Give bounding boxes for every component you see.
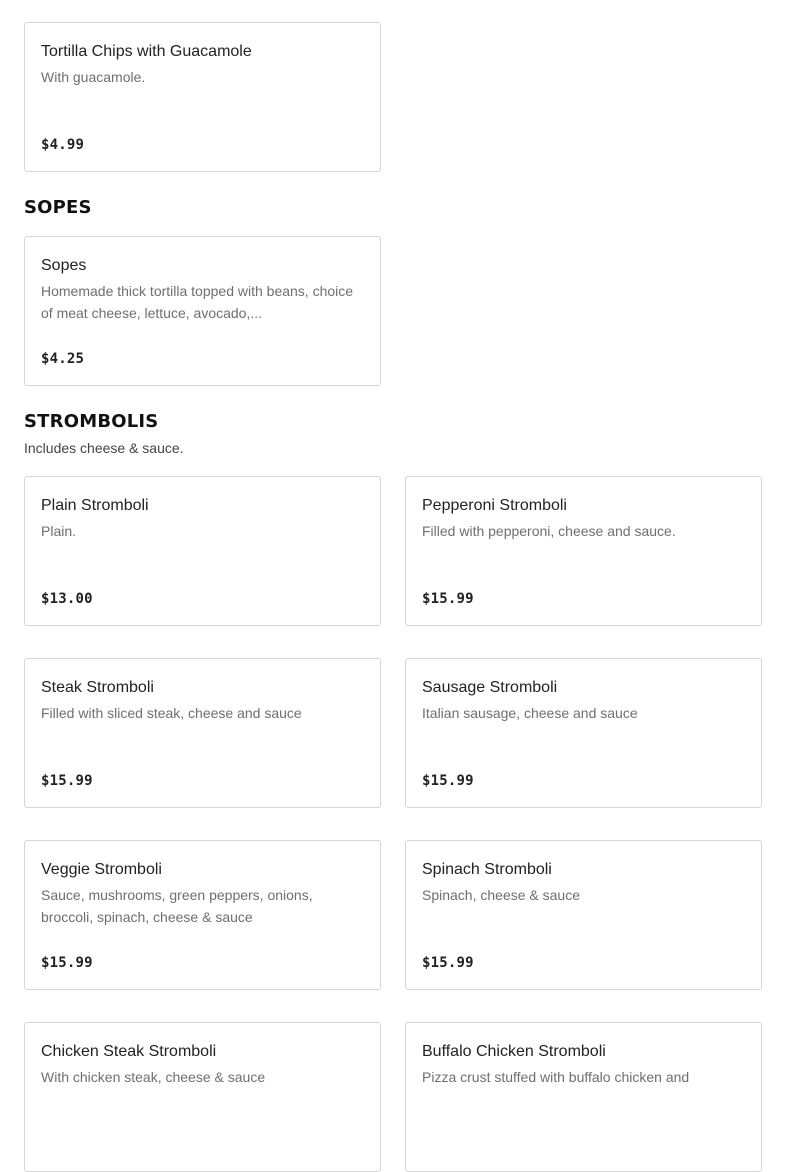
menu-item-description: Homemade thick tortilla topped with beans, choice of meat cheese, lettuce, avocado,... bbox=[41, 283, 354, 321]
section-description: Includes cheese & sauce. bbox=[24, 440, 184, 456]
menu-item-name: Sopes bbox=[41, 257, 87, 274]
menu-item-name: Buffalo Chicken Stromboli bbox=[422, 1043, 606, 1060]
menu-item-card[interactable] bbox=[24, 840, 381, 990]
menu-item-price: $4.25 bbox=[41, 351, 85, 367]
menu-item-description: With guacamole. bbox=[41, 69, 146, 85]
menu-item-description: Filled with pepperoni, cheese and sauce. bbox=[422, 523, 676, 539]
menu-item-description: Italian sausage, cheese and sauce bbox=[422, 705, 638, 721]
menu-item-price: $15.99 bbox=[41, 773, 93, 789]
menu-item-price: $13.00 bbox=[41, 591, 93, 607]
menu-item-price: $15.99 bbox=[422, 773, 474, 789]
menu-item-name: Plain Stromboli bbox=[41, 497, 149, 514]
menu-item-name: Sausage Stromboli bbox=[422, 679, 558, 696]
menu-item-card[interactable] bbox=[405, 840, 762, 990]
menu-item-description: Spinach, cheese & sauce bbox=[422, 887, 580, 903]
menu-item-card[interactable] bbox=[24, 22, 381, 172]
menu-item-card[interactable] bbox=[24, 476, 381, 626]
menu-item-name: Tortilla Chips with Guacamole bbox=[41, 43, 252, 60]
menu-item-card[interactable] bbox=[405, 476, 762, 626]
menu-item-name: Spinach Stromboli bbox=[422, 861, 552, 878]
menu-item-description: Plain. bbox=[41, 523, 77, 539]
section-title-strombolis: STROMBOLIS bbox=[24, 411, 159, 432]
menu-item-card[interactable] bbox=[24, 658, 381, 808]
section-title-sopes: SOPES bbox=[24, 197, 92, 218]
menu-item-price: $15.99 bbox=[422, 591, 474, 607]
menu-item-name: Steak Stromboli bbox=[41, 679, 154, 696]
menu-item-price: $15.99 bbox=[422, 955, 474, 971]
menu-item-card[interactable] bbox=[405, 1022, 762, 1172]
menu-item-price: $15.99 bbox=[41, 955, 93, 971]
menu-item-description: With chicken steak, cheese & sauce bbox=[41, 1069, 266, 1085]
menu-item-price: $4.99 bbox=[41, 137, 85, 153]
menu-item-name: Veggie Stromboli bbox=[41, 861, 162, 878]
menu-item-description: Pizza crust stuffed with buffalo chicken and bbox=[422, 1069, 690, 1085]
menu-item-description: Filled with sliced steak, cheese and sauce bbox=[41, 705, 302, 721]
menu-item-name: Pepperoni Stromboli bbox=[422, 497, 567, 514]
menu-item-card[interactable] bbox=[24, 236, 381, 386]
menu-item-card[interactable] bbox=[24, 1022, 381, 1172]
menu-item-description: Sauce, mushrooms, green peppers, onions, broccoli, spinach, cheese & sauce bbox=[41, 887, 313, 925]
menu-item-card[interactable] bbox=[405, 658, 762, 808]
menu-item-name: Chicken Steak Stromboli bbox=[41, 1043, 217, 1060]
